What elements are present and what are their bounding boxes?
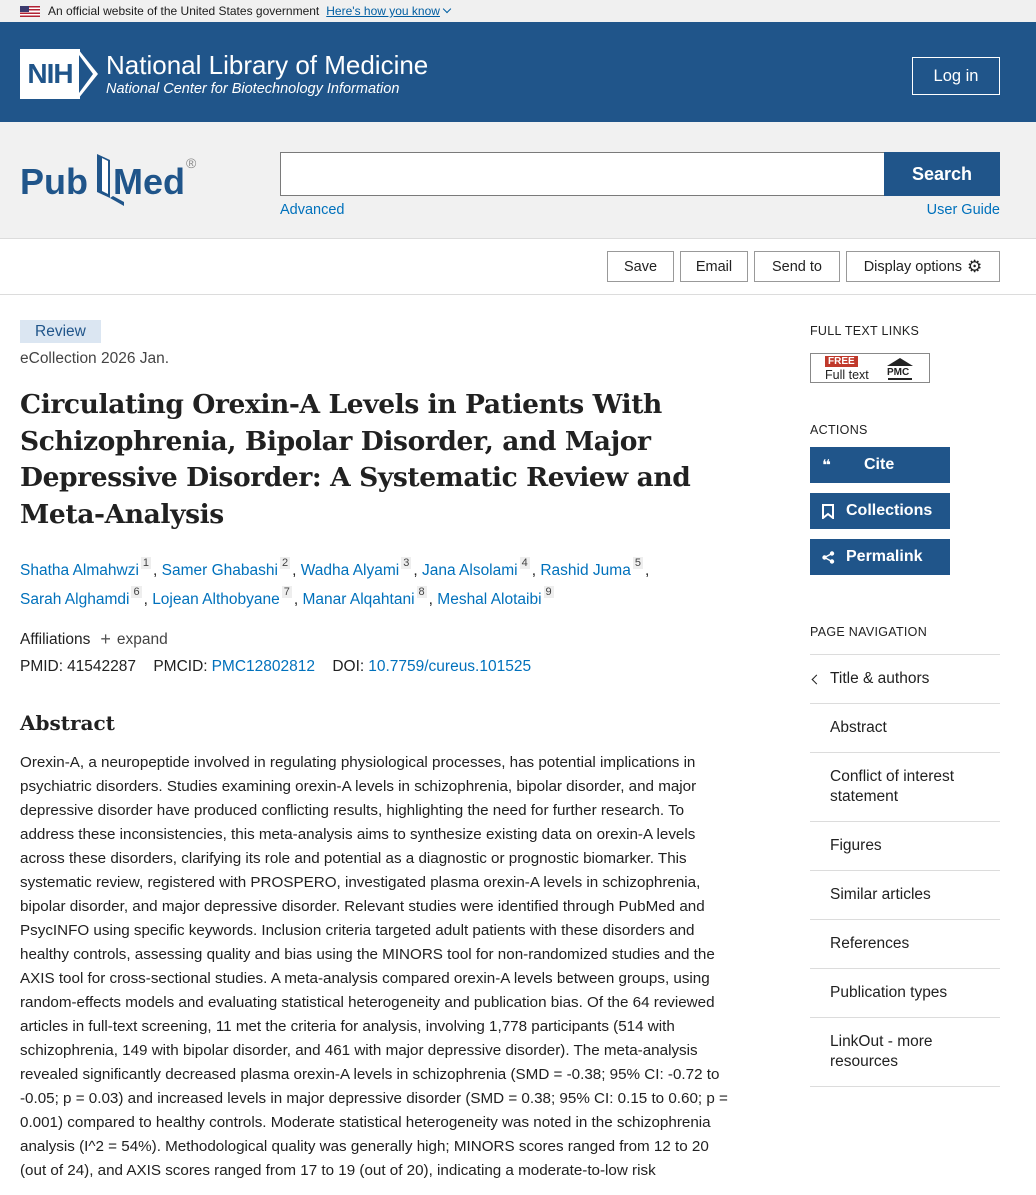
author-link[interactable]: Jana Alsolami bbox=[421, 562, 518, 580]
send-to-button[interactable]: Send to bbox=[754, 251, 840, 282]
page-navigation-heading: PAGE NAVIGATION bbox=[810, 625, 928, 639]
affiliation-number[interactable]: 2 bbox=[281, 557, 289, 569]
actions-heading: ACTIONS bbox=[810, 423, 868, 437]
affiliation-number[interactable]: 8 bbox=[418, 586, 425, 599]
article-title: Circulating Orexin-A Levels in Patients With Schizophrenia, Bipolar Disorder, and Major Depressive Disorder: A Systematic Review and Meta-Analysis bbox=[20, 389, 691, 530]
author-link[interactable]: Shatha Almahwzi bbox=[20, 562, 139, 580]
nih-badge-icon: NIH bbox=[20, 49, 98, 99]
gear-icon: ⚙ bbox=[967, 257, 983, 276]
affiliation-number[interactable]: 5 bbox=[634, 557, 641, 569]
article-action-bar bbox=[0, 239, 1036, 295]
nav-item-similar-articles[interactable]: Similar articles bbox=[810, 871, 1000, 920]
plus-icon[interactable]: + bbox=[100, 629, 111, 650]
sidebar bbox=[810, 324, 1000, 1087]
affiliation-number[interactable]: 1 bbox=[142, 557, 150, 569]
nlm-logo[interactable] bbox=[20, 49, 428, 99]
pubmed-logo-med: Med bbox=[113, 161, 185, 202]
nav-item-title-authors[interactable]: Title & authors bbox=[810, 655, 1000, 704]
pubmed-logo-pub: Pub bbox=[20, 161, 88, 202]
nav-item-references[interactable]: References bbox=[810, 920, 1000, 969]
heres-how-you-know-link[interactable]: Here's how you know bbox=[326, 4, 450, 18]
affiliations-row bbox=[20, 629, 740, 650]
affiliation-number[interactable]: 3 bbox=[403, 557, 410, 569]
page-navigation-list bbox=[810, 654, 1000, 1087]
save-button[interactable]: Save bbox=[607, 251, 674, 282]
login-button[interactable]: Log in bbox=[912, 57, 1000, 95]
abstract-text: Orexin-A, a neuropeptide involved in regulating physiological processes, has potential implications in psychiatric disorders. Studies examining orexin-A levels in schizophrenia, bipolar disorder, and major depressive disorder have produced conflicting results, highlighting the need for further research. To address these inconsistencies, this meta-analysis aims to synthesize existing data on orexin-A levels across these disorders, clarifying its role and potential as a diagnostic or prognostic biomarker. This systematic review, registered with PROSPERO, investigated plasma orexin-A levels in schizophrenia, bipolar disorder, and major depressive disorder. Relevant studies were identified through PubMed and PsycINFO using specific keywords. Inclusion criteria targeted adult patients with these disorders and healthy controls, assessing quality and bias using the MINORS tool for non-randomized studies and the AXIS tool for cross-sectional studies. A meta-analysis compared orexin-A levels between groups, using random-effects models and evaluating statistical heterogeneity and publication bias. Of the 64 reviewed articles in full-text screening, 11 met the criteria for analysis, involving 1,778 participants (514 with schizophrenia, 149 with bipolar disorder, and 461 with major depressive disorder). The meta-analysis revealed significantly decreased plasma orexin-A levels in schizophrenia (SMD = -0.38; 95% CI: -0.72 to -0.05; p = 0.03) and increased levels in major depressive disorder (SMD = 0.38; 95% CI: 0.15 to 0.60; p = 0.001) compared to healthy controls. Moderate statistical heterogeneity was noted in the schizophrenia analysis (I^2 = 54%). Methodological quality was generally high; MINORS scores ranged from 12 to 20 (out of 24), and AXIS scores ranged from 17 to 19 (out of 20), indicating a moderate-to-low risk bbox=[20, 754, 728, 1180]
registered-mark: ® bbox=[186, 155, 197, 171]
author-link[interactable]: Lojean Althobyane bbox=[152, 591, 280, 609]
doi-link[interactable]: 10.7759/cureus.101525 bbox=[368, 658, 532, 676]
article-main bbox=[20, 320, 740, 1183]
cite-button[interactable]: ❝ Cite bbox=[810, 447, 950, 483]
doi-label: DOI: bbox=[332, 658, 365, 676]
affiliations-label: Affiliations bbox=[20, 630, 91, 648]
affiliation-number[interactable]: 4 bbox=[521, 557, 528, 569]
abstract-heading: Abstract bbox=[20, 711, 115, 736]
nav-item-abstract[interactable]: Abstract bbox=[810, 704, 1000, 753]
collections-button[interactable]: Collections bbox=[810, 493, 950, 529]
ncbi-subtitle: National Center for Biotechnology Information bbox=[106, 81, 400, 97]
quote-icon: ❝ bbox=[822, 457, 831, 474]
pmcid-label: PMCID: bbox=[153, 658, 208, 676]
email-button[interactable]: Email bbox=[680, 251, 748, 282]
nav-item-conflict-of-interest[interactable]: Conflict of interest statement bbox=[810, 753, 1000, 822]
pmc-full-text-link[interactable] bbox=[810, 353, 930, 383]
nih-header bbox=[0, 22, 1036, 122]
affiliation-number[interactable]: 6 bbox=[133, 586, 140, 599]
affiliation-number[interactable]: 7 bbox=[283, 586, 290, 599]
gov-banner bbox=[0, 0, 1036, 22]
author-link[interactable]: Wadha Alyami bbox=[300, 562, 400, 580]
full-text-links-heading: FULL TEXT LINKS bbox=[810, 324, 920, 338]
display-options-label: Display options bbox=[863, 258, 963, 275]
author-link[interactable]: Meshal Alotaibi bbox=[437, 591, 542, 609]
author-link[interactable]: Samer Ghabashi bbox=[161, 562, 278, 580]
nav-item-publication-types[interactable]: Publication types bbox=[810, 969, 1000, 1018]
nav-item-figures[interactable]: Figures bbox=[810, 822, 1000, 871]
permalink-button[interactable]: Permalink bbox=[810, 539, 950, 575]
nav-item-linkout[interactable]: LinkOut - more resources bbox=[810, 1018, 1000, 1087]
publication-type-badge: Review bbox=[20, 320, 101, 343]
author-link[interactable]: Manar Alqahtani bbox=[302, 591, 415, 609]
ecollection-date: eCollection 2026 Jan. bbox=[20, 350, 170, 367]
chevron-left-icon bbox=[812, 675, 822, 685]
identifiers-row bbox=[20, 658, 740, 676]
gov-banner-text: An official website of the United States government bbox=[48, 4, 320, 18]
pubmed-logo[interactable] bbox=[20, 148, 210, 208]
pmid-label: PMID: bbox=[20, 658, 64, 676]
author-list: Shatha Almahwzi $^1$ , Samer Ghabashi $^2$ , Wadha Alyami $^3$ , Jana Alsolami $^4$ , Rashid Juma $^5$ , Sarah Alghamdi $^6$ , Lojean Althobyane $^7$ , Manar Alqahtani $^8$ , Meshal Alotaibi $^9$ bbox=[20, 557, 650, 609]
bookmark-icon bbox=[822, 504, 846, 519]
search-input[interactable] bbox=[280, 152, 885, 196]
pmc-label: PMC bbox=[887, 367, 910, 378]
affiliation-number[interactable]: 9 bbox=[545, 586, 552, 599]
chevron-down-icon bbox=[443, 5, 451, 13]
user-guide-link[interactable]: User Guide bbox=[926, 202, 1000, 218]
nlm-title: National Library of Medicine bbox=[106, 50, 429, 80]
pmcid-link[interactable]: PMC12802812 bbox=[211, 658, 316, 676]
display-options-button[interactable] bbox=[846, 251, 1000, 282]
us-flag-icon bbox=[20, 6, 40, 17]
author-link[interactable]: Rashid Juma bbox=[540, 562, 631, 580]
search-band bbox=[0, 122, 1036, 239]
free-badge: FREE bbox=[825, 356, 858, 367]
author-link[interactable]: Sarah Alghamdi bbox=[20, 591, 130, 609]
affiliations-expand-button[interactable]: expand bbox=[116, 630, 168, 648]
search-button[interactable]: Search bbox=[884, 152, 1000, 196]
advanced-search-link[interactable]: Advanced bbox=[280, 202, 345, 218]
full-text-label: Full text bbox=[825, 368, 869, 382]
pmid-value: 41542287 bbox=[67, 658, 137, 676]
share-icon bbox=[822, 551, 846, 564]
